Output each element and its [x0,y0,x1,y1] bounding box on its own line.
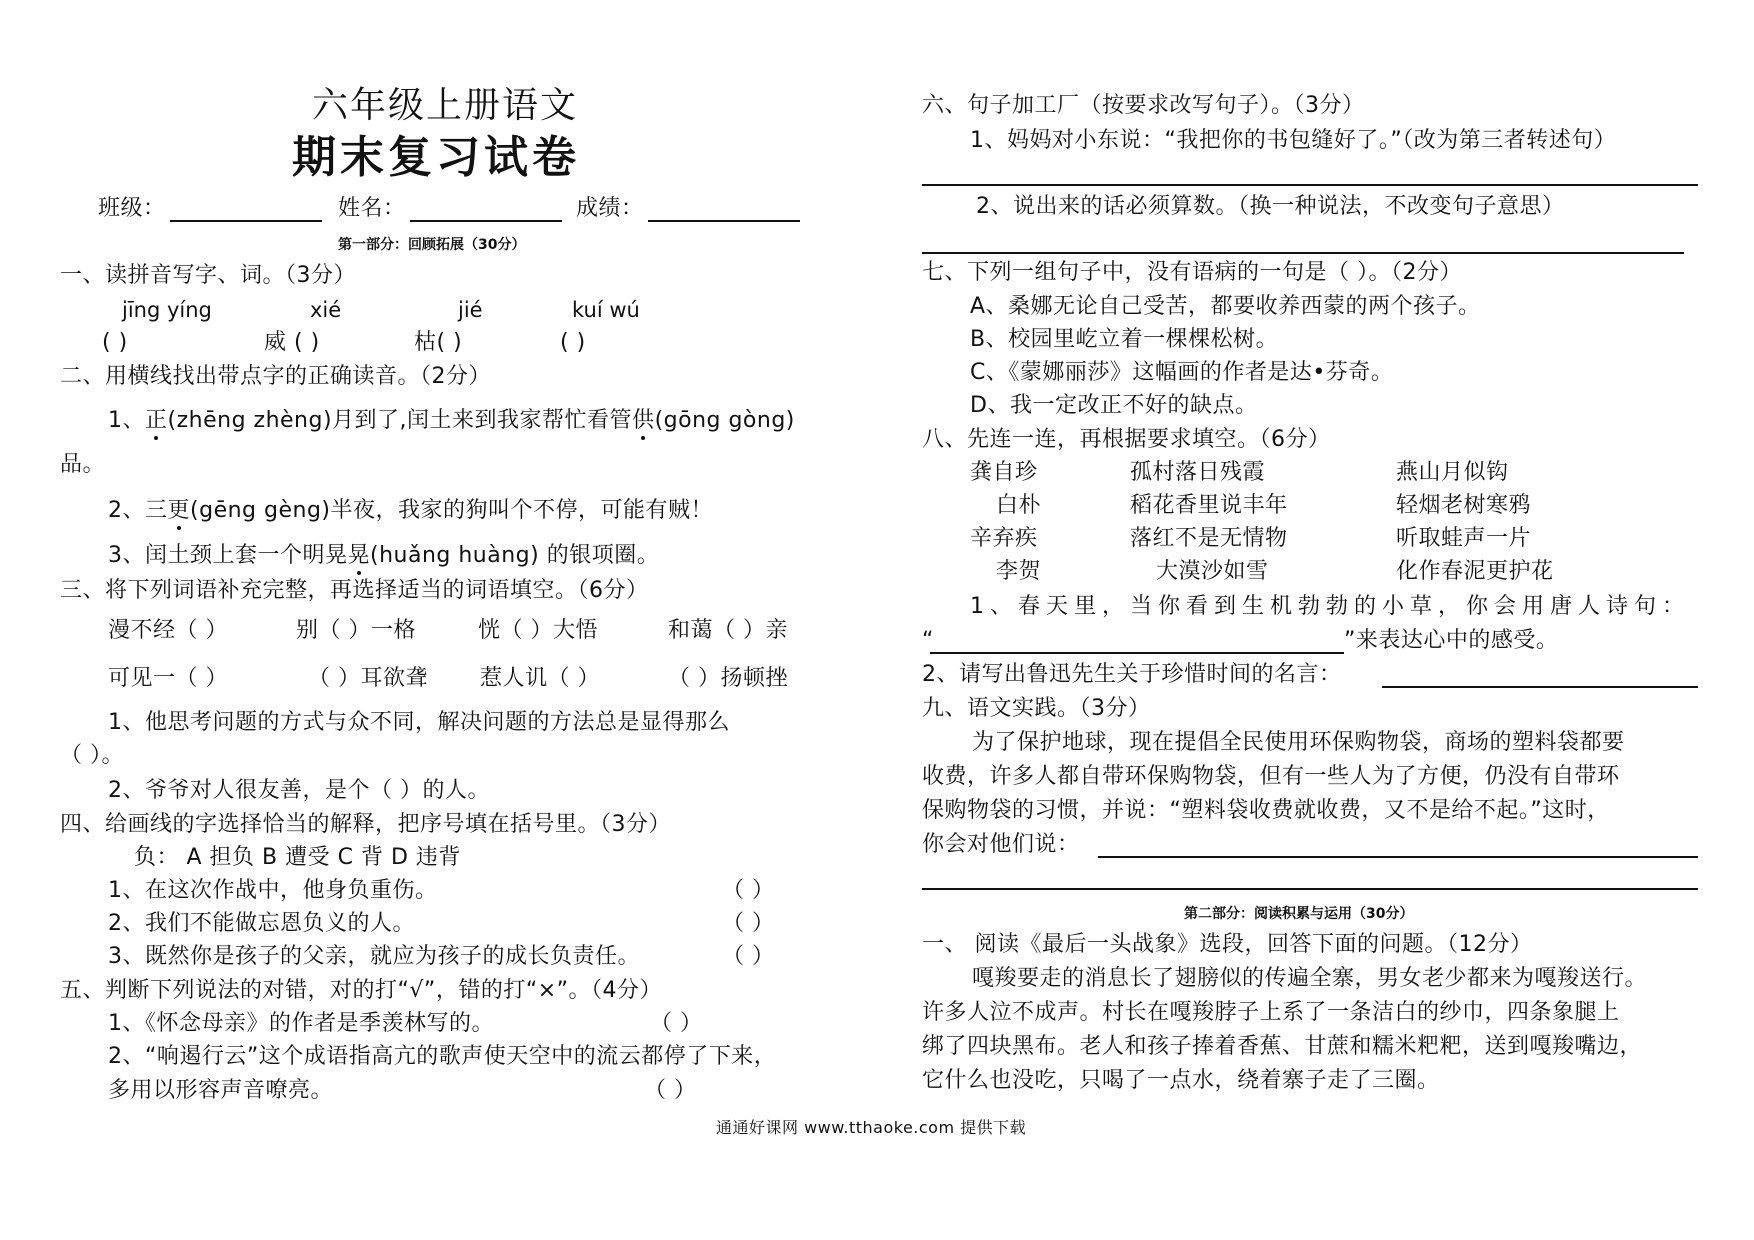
dotted-char: 更 [167,498,191,523]
name-field[interactable] [410,220,562,222]
q5-statement-2: 2、“响遏行云”这个成语指高亢的歌声使天空中的流云都停了下来， [108,1044,777,1069]
q9-para-3: 保购物袋的习惯，并说：“塑料袋收费就收费，又不是给不起。”这时， [922,798,1610,823]
part2-heading: 第二部分：阅读积累与运用（30分） [1184,906,1414,922]
q8-answer-line-2[interactable] [1382,686,1698,688]
q2-s1-mid: (zhēng zhèng)月到了,闰土来到我家帮忙看管 [167,408,633,433]
q3-sentence-1-blank[interactable]: （ ）。 [60,743,124,768]
q5-answer-1[interactable]: （ ） [650,1011,703,1036]
q3-word-7: 惹人讥（ ） [480,666,600,691]
q3-word-2: 别（ ）一格 [296,618,416,643]
q2-title: 二、用横线找出带点字的正确读音。（2分） [60,364,491,389]
q1-pinyin-3: jié [458,298,483,322]
q6-answer-line-2[interactable] [922,252,1684,254]
q6-title: 六、句子加工厂（按要求改写句子）。（3分） [922,93,1365,118]
q5-answer-2[interactable]: （ ） [644,1078,697,1103]
q2-s2-prefix: 2、三 [108,498,168,523]
q8-line-3[interactable]: 落红不是无情物 [1130,526,1288,551]
q2-s3-rest: (huǎng huàng) 的银项圈。 [370,543,660,568]
q9-para-2: 收费，许多人都自带环保购物袋，但有一些人为了方便，仍没有自带环 [922,764,1620,789]
q4-item-1: 1、在这次作战中，他身负重伤。 [108,878,438,903]
page-title: 期末复习试卷 [292,132,580,183]
q7-option-d: D、我一定改正不好的缺点。 [970,393,1258,418]
dotted-char: 供 [632,408,655,433]
q3-word-3: 恍（ ）大悟 [478,618,598,643]
q7-option-b: B、校园里屹立着一棵棵松树。 [970,327,1279,352]
class-label: 班级： [98,196,166,221]
q2-s1-pinyin: (gōng gòng) [654,408,795,433]
q3-title: 三、将下列词语补充完整，再选择适当的词语填空。（6分） [60,578,649,603]
reading-para-4: 它什么也没吃，只喝了一点水，绕着寨子走了三圈。 [922,1068,1440,1093]
q1-blank-3[interactable]: 枯( ) [414,330,463,355]
q1-pinyin-1: jīng yíng [122,298,212,322]
q9-para-4: 你会对他们说： [922,832,1080,857]
part1-heading: 第一部分：回顾拓展（30分） [338,237,526,253]
q8-answer-line-1[interactable] [930,652,1344,654]
score-label: 成绩： [576,196,644,221]
q3-sentence-2: 2、爷爷对人很友善，是个（ ）的人。 [108,778,490,803]
q6-answer-line-1[interactable] [922,184,1698,186]
dotted-char: 晃 [347,543,371,568]
q9-answer-line-1[interactable] [1098,856,1698,858]
title-subject: 六年级上册语文 [312,85,579,126]
reading-para-1: 嘎羧要走的消息长了翅膀似的传遍全寨，男女老少都来为嘎羧送行。 [972,966,1648,991]
q3-word-5: 可见一（ ） [108,666,228,691]
q2-sentence-1-end: 品。 [60,452,106,477]
q4-answer-1[interactable]: （ ） [722,878,775,903]
q2-s1-prefix: 1、 [108,408,145,433]
q8-line-4[interactable]: 大漠沙如雪 [1156,559,1269,584]
q2-sentence-3 [108,545,659,567]
dotted-char: 正 [145,408,168,433]
q8-verse-2[interactable]: 轻烟老树寒鸦 [1396,493,1532,518]
q9-para-1: 为了保护地球，现在提倡全民使用环保购物袋，商场的塑料袋都要 [972,730,1625,755]
footer-source: 通通好课网 www.tthaoke.com 提供下载 [716,1118,1027,1137]
name-label: 姓名： [338,196,406,221]
q3-word-4: 和蔼（ ）亲 [668,618,788,643]
q3-word-6: （ ）耳欲聋 [308,666,428,691]
q3-sentence-1: 1、他思考问题的方式与众不同，解决问题的方法总是显得那么 [108,710,730,735]
q8-author-4[interactable]: 李贺 [996,559,1042,584]
q4-options: 负： A 担负 B 遭受 C 背 D 违背 [134,845,461,870]
part2-question-title: 一、 阅读《最后一头战象》选段，回答下面的问题。（12分） [922,932,1533,957]
score-field[interactable] [648,220,800,222]
q5-title: 五、判断下列说法的对错，对的打“√”，错的打“×”。（4分） [60,978,663,1003]
q1-blank-4[interactable]: ( ) [560,330,586,355]
q2-sentence-2 [108,500,713,522]
q1-title: 一、读拼音写字、词。（3分） [60,263,356,288]
q1-blank-2[interactable]: 威 ( ) [264,330,320,355]
q5-statement-2-cont: 多用以形容声音嘹亮。 [108,1078,334,1103]
q8-verse-3[interactable]: 听取蛙声一片 [1396,526,1532,551]
q7-option-a: A、桑娜无论自己受苦，都要收养西蒙的两个孩子。 [970,294,1481,319]
q8-line-1[interactable]: 孤村落日残霞 [1130,460,1266,485]
q4-item-2: 2、我们不能做忘恩负义的人。 [108,911,415,936]
q9-answer-line-2[interactable] [922,888,1698,890]
q8-author-2[interactable]: 白朴 [996,493,1042,518]
q1-pinyin-4: kuí wú [572,298,640,322]
q3-word-8: （ ）扬顿挫 [668,666,788,691]
q2-s2-rest: (gēng gèng)半夜，我家的狗叫个不停，可能有贼！ [190,498,713,523]
reading-para-2: 许多人泣不成声。村长在嘎羧脖子上系了一条洁白的纱巾，四条象腿上 [922,1000,1620,1025]
q8-verse-1[interactable]: 燕山月似钩 [1396,460,1509,485]
q8-task-1-open-quote: “ [922,628,934,653]
q1-blank-1[interactable]: ( ) [102,330,128,355]
q6-task-2: 2、说出来的话必须算数。（换一种说法，不改变句子意思） [976,194,1565,219]
q8-verse-4[interactable]: 化作春泥更护花 [1396,559,1554,584]
q8-task-1: 1、春天里，当你看到生机勃勃的小草，你会用唐人诗句： [970,594,1690,619]
q4-item-3: 3、既然你是孩子的父亲，就应为孩子的成长负责任。 [108,944,640,969]
q5-statement-1: 1、《怀念母亲》的作者是季羡林写的。 [108,1011,494,1036]
q8-task-1-end: ”来表达心中的感受。 [1344,628,1559,653]
q8-author-3[interactable]: 辛弃疾 [970,526,1038,551]
reading-para-3: 绑了四块黑布。老人和孩子捧着香蕉、甘蔗和糯米粑粑，送到嘎羧嘴边， [922,1034,1643,1059]
q8-title: 八、先连一连，再根据要求填空。（6分） [922,427,1331,452]
class-field[interactable] [170,220,322,222]
q6-task-1: 1、妈妈对小东说：“我把你的书包缝好了。”（改为第三者转述句） [970,128,1617,153]
q9-title: 九、语文实践。（3分） [922,696,1151,721]
q8-author-1[interactable]: 龚自珍 [970,460,1038,485]
q7-title: 七、下列一组句子中，没有语病的一句是（ ）。（2分） [922,260,1462,285]
q4-title: 四、给画线的字选择恰当的解释，把序号填在括号里。（3分） [60,812,671,837]
q8-line-2[interactable]: 稻花香里说丰年 [1130,493,1288,518]
q4-answer-2[interactable]: （ ） [722,911,775,936]
q1-pinyin-2: xié [310,298,342,322]
q3-word-1: 漫不经（ ） [108,618,228,643]
q2-sentence-1 [108,410,795,432]
q4-answer-3[interactable]: （ ） [722,944,775,969]
q2-s3-prefix: 3、闰土颈上套一个明晃 [108,543,348,568]
q8-task-2: 2、请写出鲁迅先生关于珍惜时间的名言： [922,662,1342,687]
q7-option-c: C、《蒙娜丽莎》这幅画的作者是达•芬奇。 [970,360,1394,385]
